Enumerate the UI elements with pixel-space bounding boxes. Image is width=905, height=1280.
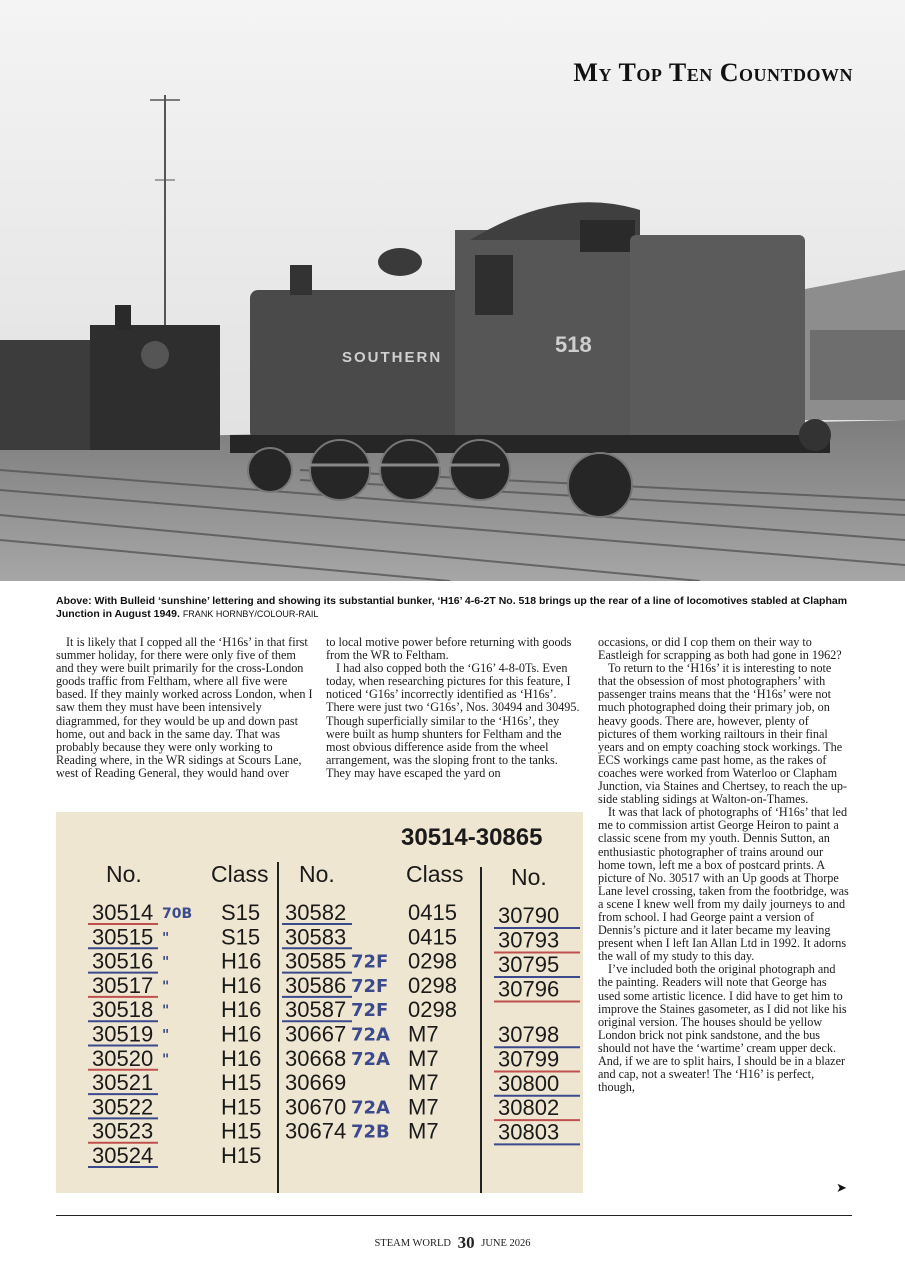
- ledger-shed-note: 72F: [351, 951, 389, 973]
- footer-issue: JUNE 2026: [481, 1238, 531, 1249]
- ledger-shed-note: ": [162, 1003, 170, 1020]
- ledger-class: 0415: [408, 900, 457, 925]
- ledger-class: H16: [221, 1021, 262, 1047]
- ledger-header-no: No.: [299, 861, 335, 887]
- ledger-class: H15: [221, 1070, 262, 1096]
- ledger-number: 30583: [285, 924, 347, 950]
- ledger-number: 30524: [92, 1143, 154, 1168]
- ledger-number: 30516: [92, 948, 154, 974]
- continue-arrow-icon: ➤: [836, 1180, 847, 1195]
- ledger-class: 0415: [408, 924, 457, 950]
- ledger-number: 30793: [498, 927, 560, 953]
- ledger-number: 30585: [285, 948, 347, 974]
- ledger-number: 30798: [498, 1022, 560, 1048]
- ledger-number: 30667: [285, 1021, 347, 1047]
- ledger-header-no: No.: [106, 861, 142, 887]
- footer-magazine: STEAM WORLD: [374, 1238, 451, 1249]
- ledger-shed-note: 72A: [351, 1097, 390, 1119]
- page-number: 30: [457, 1233, 475, 1252]
- ledger-header-no: No.: [511, 864, 547, 890]
- ledger-class: H16: [221, 1045, 262, 1071]
- ledger-shed-note: ": [162, 1027, 170, 1044]
- ledger-class: H15: [221, 1143, 262, 1168]
- ledger-number: 30674: [285, 1118, 347, 1144]
- ledger-class: M7: [408, 1094, 439, 1120]
- section-title: My Top Ten Countdown: [573, 58, 853, 87]
- ledger-shed-note: 72A: [351, 1024, 390, 1046]
- ledger-number: 30670: [285, 1094, 347, 1120]
- ledger-header-class: Class: [211, 861, 269, 887]
- ledger-number: 30521: [92, 1070, 154, 1096]
- article-column-3: [598, 636, 850, 1094]
- ledger-number: 30523: [92, 1118, 154, 1144]
- ledger-number: 30800: [498, 1070, 560, 1096]
- page-footer: [0, 1233, 905, 1253]
- paragraph: It is likely that I copped all the ‘H16s’ in that first summer holiday, for there were only five of them and they were built primarily for the cross-London goods traffic from Feltham, where all five were based. If they mainly worked across London, when I saw them they must have been intensively diagrammed, for they would be up and down past home, out and back in the same day. That was probably because they were only working to Reading where, in the WR sidings at Scours Lane, west of Reading General, they would hand over: [56, 635, 313, 780]
- ledger-number: 30803: [498, 1119, 560, 1145]
- ledger-shed-note: 72F: [351, 975, 389, 997]
- caption-text: Above: With Bulleid ‘sunshine’ lettering and showing its substantial bunker, ‘H16’ 4-6-2T No. 518 brings up the rear of a line of locomotives stabled at Clapham Junction in August 1949.: [56, 595, 848, 620]
- footer-rule: [56, 1215, 852, 1216]
- ledger-number: 30802: [498, 1095, 560, 1121]
- ledger-shed-note: 72A: [351, 1048, 390, 1070]
- ledger-number: 30517: [92, 972, 154, 998]
- ledger-class: 0298: [408, 948, 457, 974]
- paragraph: occasions, or did I cop them on their way to Eastleigh for scrapping as both had gone in 1962?: [598, 635, 842, 663]
- caption-credit: FRANK HORNBY/COLOUR-RAIL: [182, 609, 319, 619]
- ledger-header-class: Class: [406, 861, 464, 887]
- ledger-image: [56, 812, 583, 1193]
- ledger-class: M7: [408, 1045, 439, 1071]
- ledger-class: H16: [221, 948, 262, 974]
- ledger-class: 0298: [408, 997, 457, 1023]
- ledger-class: M7: [408, 1021, 439, 1047]
- photo-caption: [56, 595, 851, 621]
- ledger-shed-note: 72F: [351, 1000, 389, 1022]
- ledger-class: H16: [221, 997, 262, 1023]
- ledger-number: 30520: [92, 1045, 154, 1071]
- ledger-class: 0298: [408, 972, 457, 998]
- paragraph: I’ve included both the original photograph and the painting. Readers will note that George has used some artistic licence. I did have to get him to improve the Staines gasometer, as I did not like his original version. The houses should be yellow London brick not pink sandstone, and the bus should not have the ‘wartime’ cream upper deck. And, if we are to split hairs, I should be in a blazer and cap, not a sweater! The ‘H16’ is perfect, though,: [598, 962, 847, 1095]
- paragraph: It was that lack of photographs of ‘H16s’ that led me to commission artist George Heiron to paint a classic scene from my youth. Dennis Sutton, an enthusiastic photographer of trains around our home town, left me a box of postcard prints. A picture of No. 30517 with an Up goods at Thorpe Lane level crossing, taken from the footbridge, was a scene I knew well from my daily journeys to and from school. I had George paint a version of Dennis’s picture and it later became my leaving present when I left Ian Allan Ltd in 1992. It adorns the wall of my study to this day.: [598, 805, 849, 964]
- paragraph: To return to the ‘H16s’ it is interesting to note that the obsession of most photographers’ with passenger trains means that the ‘H16s’ were not much photographed doing their primary job, on heavy goods. There are, however, plenty of pictures of them working railtours in their final years and on empty coaching stock workings. The ECS workings came past home, as the rakes of coaches were worked from Waterloo or Clapham Junction, via Staines and Chertsey, to reach the up-side stabling sidings at Walton-on-Thames.: [598, 661, 847, 807]
- ledger-number: 30586: [285, 972, 347, 998]
- engine-lettering: SOUTHERN: [342, 349, 443, 366]
- ledger-shed-note: 72B: [351, 1121, 390, 1143]
- ledger-number: 30515: [92, 924, 154, 950]
- article-column-1: [56, 636, 314, 780]
- engine-number: 518: [555, 332, 592, 357]
- hero-photo: [0, 0, 905, 581]
- ledger-shed-note: ": [162, 1051, 170, 1068]
- ledger-number: 30790: [498, 903, 560, 928]
- spotters-book-page: [56, 812, 583, 1193]
- paragraph: to local motive power before returning with goods from the WR to Feltham.: [326, 635, 572, 663]
- ledger-number: 30669: [285, 1070, 347, 1096]
- ledger-class: H15: [221, 1094, 262, 1120]
- ledger-number: 30514: [92, 900, 154, 925]
- ledger-number: 30582: [285, 900, 347, 925]
- ledger-number: 30587: [285, 997, 347, 1023]
- ledger-number: 30795: [498, 952, 560, 977]
- ledger-shed-note: 70B: [162, 906, 193, 922]
- ledger-class: M7: [408, 1070, 439, 1096]
- paragraph: I had also copped both the ‘G16’ 4-8-0Ts. Even today, when researching pictures for this feature, I noticed ‘G16s’ incorrectly identified as ‘H16s’. There were just two ‘G16s’, Nos. 30494 and 30495. Though superficially similar to the ‘H16s’, they were built as hump shunters for Feltham and the most obvious difference aside from the wheel arrangement, was the sloping front to the tanks. They may have escaped the yard on: [326, 661, 580, 780]
- ledger-number: 30522: [92, 1094, 154, 1120]
- ledger-shed-note: ": [162, 978, 170, 995]
- ledger-shed-note: ": [162, 954, 170, 971]
- ledger-class: H16: [221, 972, 262, 998]
- ledger-shed-note: ": [162, 930, 170, 947]
- ledger-class: S15: [221, 900, 261, 925]
- article-column-2: [326, 636, 584, 780]
- ledger-number: 30668: [285, 1045, 347, 1071]
- ledger-number: 30796: [498, 976, 560, 1002]
- ledger-class: M7: [408, 1118, 439, 1144]
- ledger-number: 30519: [92, 1021, 154, 1047]
- ledger-class: S15: [221, 924, 261, 950]
- ledger-class: H15: [221, 1118, 262, 1144]
- ledger-number: 30518: [92, 997, 154, 1023]
- ledger-number: 30799: [498, 1046, 560, 1072]
- ledger-range: 30514-30865: [401, 824, 543, 851]
